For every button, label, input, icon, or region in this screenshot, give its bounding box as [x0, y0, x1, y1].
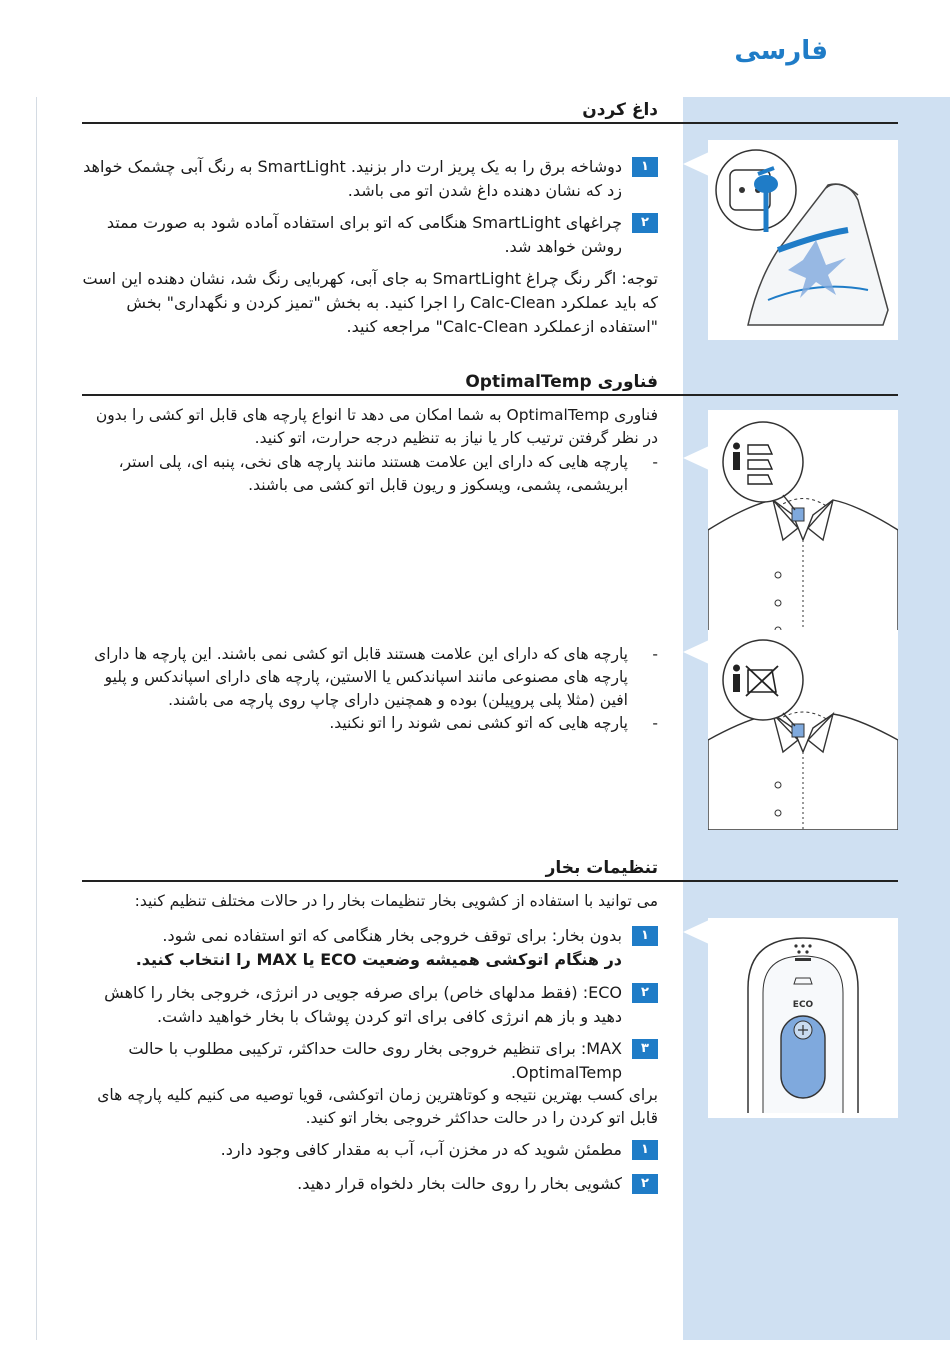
bullet-text: پارچه هایی که اتو کشی نمی شوند را اتو نکنید. [329, 714, 628, 732]
bullet-text: پارچه های که دارای این علامت هستند قابل اتو کشی نمی باشند. این پارچه ها دارای پارچه های مصنوعی مانند اسپاندکس یا الاستین، پارچه های دارای اسپاندکس و پلیو افین (مثلا پلی پروپیلن) بوده و همچنین دارای چاپ روی پارچه می باشند. [94, 645, 628, 709]
step-bold-text: در هنگام اتوکشی همیشه وضعیت ECO یا MAX را انتخاب کنید. [135, 950, 622, 969]
step-eco [78, 981, 658, 1029]
step-2-heating [78, 211, 658, 259]
section-title-steam: تنظیمات بخار [545, 858, 658, 878]
step-number: ۱ [632, 157, 658, 177]
step-number: ۲ [632, 213, 658, 233]
eco-label: ECO [792, 1000, 814, 1010]
optimaltemp-intro: فناوری OptimalTemp به شما امکان می دهد تا انواع پارچه های قابل اتو کشی را بدون در نظر گرفتن ترتیب کار یا نیاز به تنظیم درجه حرارت، اتو کنید. [95, 406, 658, 447]
bullet-text: پارچه هایی که دارای این علامت هستند مانند پارچه های نخی، پنبه ای، پلی استر، ابریشمی، پشمی، ویسکوز و ریون قابل اتو کشی می باشند. [118, 453, 628, 494]
bullet-dash: - [652, 453, 658, 471]
step-number: ۳ [632, 1039, 658, 1059]
section-rule [82, 880, 898, 882]
step-number: ۱ [632, 926, 658, 946]
step-number: ۲ [632, 983, 658, 1003]
bullet-dash: - [652, 714, 658, 732]
smartlight-note: توجه: اگر رنگ چراغ SmartLight به جای آبی، کهربایی رنگ شد، نشان دهنده این است که باید عملکرد Calc-Clean را اجرا کنید. به بخش "تمیز کردن و نگهداری" بخش "استفاده ازعملکرد Calc-Clean" مراجعه کنید. [82, 269, 658, 336]
non-ironable-shirt-illustration [708, 630, 898, 830]
step-no-steam [78, 924, 658, 972]
step-text: چراغهای SmartLight هنگامی که اتو برای استفاده آماده شود به صورت ممتد روشن خواهد شد. [106, 213, 622, 256]
step-check-water [78, 1138, 658, 1162]
bullet-non-ironable [78, 643, 658, 712]
section-rule [82, 394, 898, 396]
step-max [78, 1037, 658, 1085]
step-number: ۱ [632, 1140, 658, 1160]
language-heading: فارسی [734, 36, 828, 66]
illustration-pointer [683, 640, 709, 664]
section-title-heating: داغ کردن [582, 100, 658, 120]
step-text: مطمئن شوید که در مخزن آب، آب به مقدار کافی وجود دارد. [220, 1140, 622, 1159]
shirt-ironable-icon [708, 410, 898, 640]
step-text: دوشاخه برق را به یک پریز ارت دار بزنید. SmartLight به رنگ آبی چشمک خواهد زد که نشان دهنده داغ شدن اتو می باشد. [83, 157, 622, 200]
step-set-slider [78, 1172, 658, 1196]
illustration-pointer [683, 446, 709, 470]
step-1-heating [78, 155, 658, 203]
iron-plug-icon [708, 140, 898, 340]
steam-intro: می توانید با استفاده از کشویی بخار تنظیمات بخار را در حالات مختلف تنظیم کنید: [134, 892, 658, 910]
bullet-do-not-iron [78, 712, 658, 735]
left-margin-line [36, 97, 37, 1340]
illustration-pointer [683, 152, 709, 176]
bullet-ironable [78, 451, 658, 497]
step-text: MAX: برای تنظیم خروجی بخار روی حالت حداکثر، ترکیبی مطلوب با حالت OptimalTemp. [128, 1039, 622, 1082]
iron-plug-illustration [708, 140, 898, 340]
step-text: بدون بخار: برای توقف خروجی بخار هنگامی که اتو استفاده نمی شود. [162, 926, 622, 945]
illustration-pointer [683, 920, 709, 944]
step-number: ۲ [632, 1174, 658, 1194]
step-text: کشویی بخار را روی حالت بخار دلخواه قرار دهید. [297, 1174, 622, 1193]
step-text: ECO: (فقط مدلهای خاص) برای صرفه جویی در انرژی، خروجی بخار را کاهش دهید و باز هم انرژی کافی برای اتو کردن پوشاک با بخار خواهید داشت. [104, 983, 622, 1026]
ironable-shirt-illustration [708, 410, 898, 640]
bullet-dash: - [652, 645, 658, 663]
shirt-non-ironable-icon [708, 630, 898, 830]
steam-slider-illustration [708, 918, 898, 1118]
section-rule [82, 122, 898, 124]
steam-advice: برای کسب بهترین نتیجه و کوتاهترین زمان اتوکشی، قویا توصیه می کنیم کلیه پارچه های قابل اتو کردن را در حالت حداکثر خروجی بخار اتو کنید. [97, 1086, 658, 1127]
steam-slider-icon [708, 918, 898, 1118]
section-title-optimaltemp: فناوری OptimalTemp [465, 372, 658, 392]
